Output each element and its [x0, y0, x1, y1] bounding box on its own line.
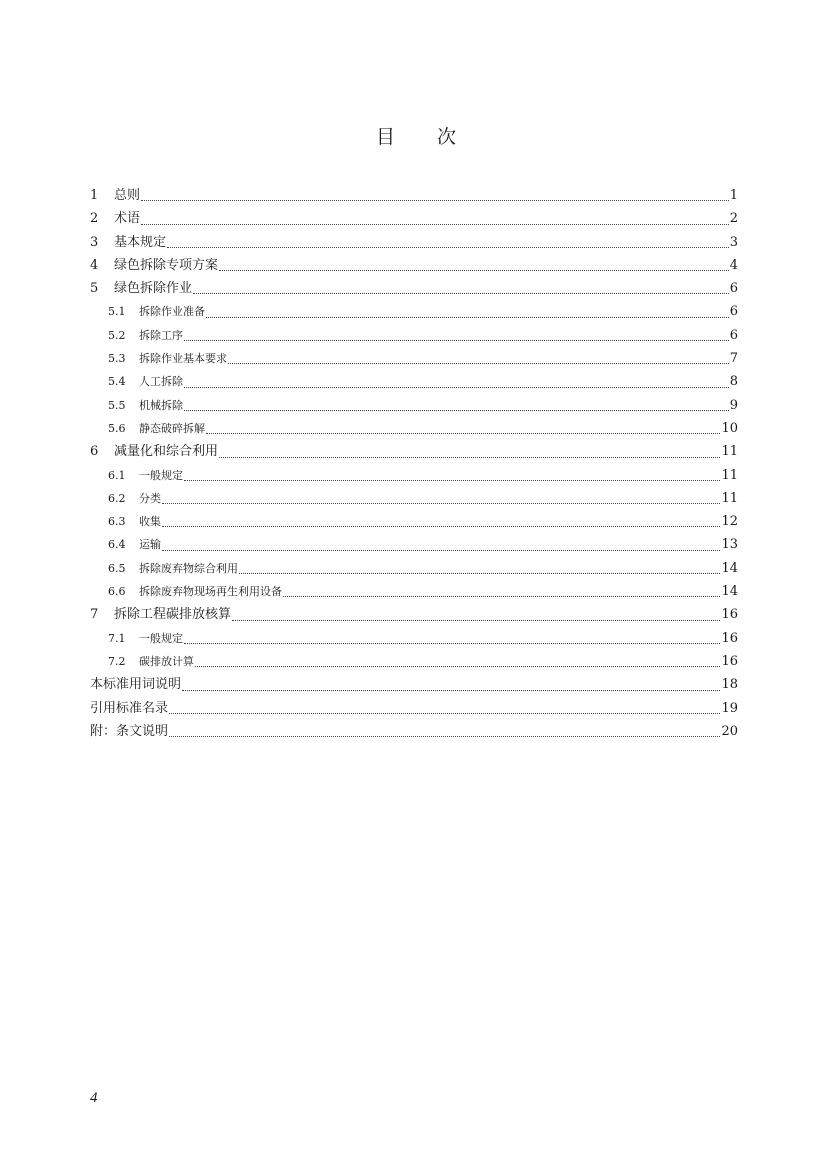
toc-entry[interactable]: [90, 440, 738, 463]
toc-leader-dots: [169, 726, 720, 738]
toc-entry[interactable]: [90, 487, 738, 510]
toc-leader-dots: [169, 703, 720, 715]
toc-leader-dots: [195, 656, 720, 668]
table-of-contents: [90, 184, 738, 743]
toc-leader-dots: [162, 516, 720, 528]
toc-entry-label: 拆除作业基本要求: [139, 352, 227, 366]
toc-entry-label: 一般规定: [139, 631, 183, 645]
toc-entry-label: 碳排放计算: [139, 654, 194, 668]
toc-leader-dots: [206, 307, 729, 319]
toc-entry-label: 一般规定: [139, 468, 183, 482]
toc-entry-label: 减量化和综合利用: [114, 444, 219, 460]
toc-entry-number: 6.5: [108, 561, 126, 575]
toc-entry-page: 2: [729, 211, 738, 227]
toc-entry-page: 1: [729, 188, 738, 203]
toc-entry-page: 4: [729, 257, 738, 273]
toc-entry-number: 3: [90, 234, 99, 250]
toc-entry-number: 6.4: [108, 538, 126, 552]
toc-entry[interactable]: [90, 347, 738, 370]
toc-entry-label: 附：条文说明: [90, 723, 169, 739]
toc-entry[interactable]: [90, 464, 738, 487]
toc-entry[interactable]: [90, 370, 738, 393]
toc-entry-page: 3: [729, 234, 738, 250]
toc-entry-page: 6: [729, 327, 738, 343]
toc-entry-number: 5.2: [108, 328, 126, 342]
toc-entry[interactable]: [90, 300, 738, 323]
toc-entry-page: 10: [721, 420, 738, 436]
toc-leader-dots: [206, 423, 720, 435]
toc-entry-number: 5.6: [108, 421, 126, 435]
toc-title: [0, 122, 832, 149]
toc-entry[interactable]: [90, 184, 738, 207]
toc-entry[interactable]: [90, 650, 738, 673]
toc-entry-number: 5.4: [108, 375, 126, 389]
toc-leader-dots: [228, 353, 729, 365]
toc-entry-label: 拆除工序: [139, 328, 183, 342]
toc-entry-page: 6: [729, 281, 738, 297]
toc-leader-dots: [239, 563, 720, 575]
toc-entry-label: 静态破碎拆解: [139, 421, 205, 435]
toc-entry[interactable]: [90, 207, 738, 230]
toc-leader-dots: [283, 586, 720, 598]
toc-entry-page: 13: [721, 537, 738, 553]
toc-entry-page: 20: [721, 723, 738, 739]
toc-leader-dots: [162, 493, 720, 505]
toc-entry[interactable]: [90, 627, 738, 650]
toc-entry-number: 5.1: [108, 305, 126, 319]
toc-entry-page: 8: [729, 374, 738, 390]
toc-title-second-char: 次: [437, 126, 457, 148]
toc-entry-label: 机械拆除: [139, 398, 183, 412]
toc-entry-number: 6.3: [108, 515, 126, 529]
toc-leader-dots: [184, 330, 729, 342]
toc-leader-dots: [232, 610, 720, 622]
toc-entry-label: 绿色拆除专项方案: [114, 257, 219, 273]
toc-leader-dots: [219, 447, 720, 459]
toc-entry-page: 18: [721, 677, 738, 693]
toc-entry-number: 7: [90, 607, 99, 623]
toc-entry-label: 本标准用词说明: [90, 677, 182, 693]
toc-entry-label: 拆除废弃物综合利用: [139, 561, 238, 575]
toc-entry-label: 拆除废弃物现场再生利用设备: [139, 585, 282, 599]
toc-entry[interactable]: [90, 557, 738, 580]
toc-entry-label: 人工拆除: [139, 375, 183, 389]
toc-entry[interactable]: [90, 231, 738, 254]
toc-leader-dots: [182, 680, 720, 692]
toc-entry-label: 收集: [139, 515, 161, 529]
toc-title-first-char: 目: [375, 126, 395, 148]
toc-leader-dots: [167, 237, 729, 249]
toc-entry-label: 基本规定: [114, 234, 167, 250]
toc-entry-page: 14: [721, 584, 738, 600]
toc-entry-page: 19: [721, 700, 738, 716]
toc-entry-label: 术语: [114, 211, 141, 227]
toc-entry[interactable]: [90, 720, 738, 743]
toc-entry[interactable]: [90, 324, 738, 347]
toc-leader-dots: [141, 214, 729, 226]
toc-entry-page: 11: [721, 467, 738, 483]
toc-entry-page: 12: [721, 514, 738, 530]
toc-leader-dots: [184, 400, 729, 412]
toc-entry-number: 6.6: [108, 585, 126, 599]
toc-entry-page: 16: [721, 607, 738, 623]
toc-entry-label: 分类: [139, 491, 161, 505]
toc-entry-number: 6.2: [108, 491, 126, 505]
toc-entry-label: 引用标准名录: [90, 700, 169, 716]
toc-entry-number: 7.1: [108, 631, 126, 645]
toc-entry-page: 6: [729, 304, 738, 320]
toc-entry-label: 拆除作业准备: [139, 305, 205, 319]
toc-entry[interactable]: [90, 603, 738, 626]
toc-leader-dots: [141, 190, 729, 202]
toc-entry[interactable]: [90, 533, 738, 556]
toc-entry-page: 16: [721, 630, 738, 646]
toc-entry-number: 1: [90, 188, 99, 203]
toc-entry-label: 拆除工程碳排放核算: [114, 607, 232, 623]
toc-entry-page: 16: [721, 653, 738, 669]
toc-entry[interactable]: [90, 697, 738, 720]
toc-entry-number: 6.1: [108, 468, 126, 482]
toc-entry-label: 绿色拆除作业: [114, 281, 193, 297]
toc-entry-label: 运输: [139, 538, 161, 552]
toc-entry-number: 5.5: [108, 398, 126, 412]
toc-entry-page: 11: [721, 444, 738, 460]
toc-leader-dots: [184, 377, 729, 389]
toc-leader-dots: [219, 260, 729, 272]
toc-entry-number: 5.3: [108, 352, 126, 366]
toc-entry-page: 9: [729, 397, 738, 413]
toc-entry[interactable]: [90, 277, 738, 300]
toc-entry[interactable]: [90, 580, 738, 603]
toc-entry-page: 7: [729, 351, 738, 367]
toc-entry[interactable]: [90, 510, 738, 533]
toc-entry[interactable]: [90, 673, 738, 696]
toc-entry-number: 5: [90, 281, 99, 297]
toc-entry-number: 2: [90, 211, 99, 227]
toc-entry-number: 6: [90, 444, 99, 460]
page-number: 4: [90, 1090, 98, 1106]
toc-entry-number: 4: [90, 257, 99, 273]
toc-entry[interactable]: [90, 394, 738, 417]
toc-leader-dots: [184, 633, 720, 645]
toc-entry[interactable]: [90, 254, 738, 277]
toc-entry-number: 7.2: [108, 654, 126, 668]
toc-leader-dots: [184, 470, 720, 482]
toc-entry-page: 14: [721, 560, 738, 576]
toc-leader-dots: [193, 283, 729, 295]
toc-entry-label: 总则: [114, 188, 141, 203]
toc-entry[interactable]: [90, 417, 738, 440]
toc-leader-dots: [162, 540, 720, 552]
toc-entry-page: 11: [721, 490, 738, 506]
